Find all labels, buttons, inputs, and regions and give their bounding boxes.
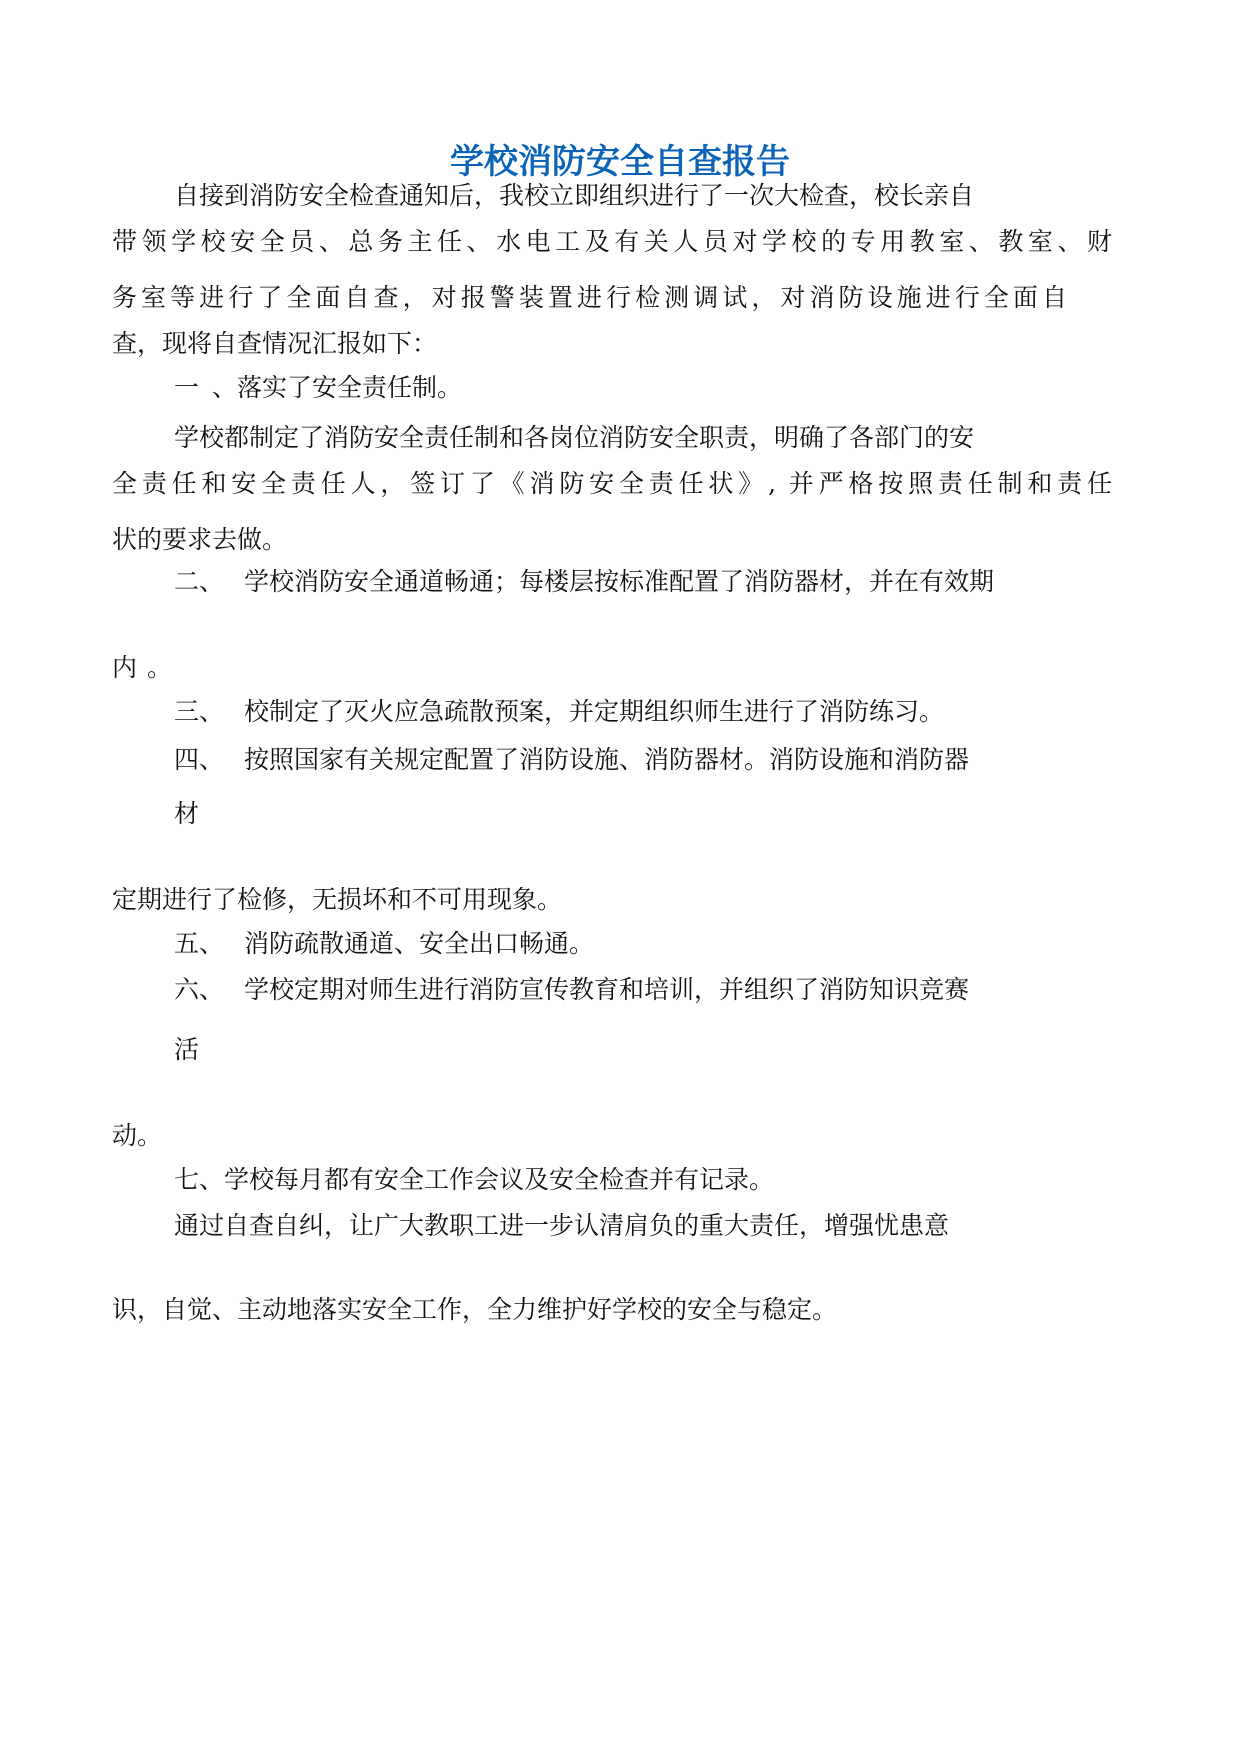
item-2-cont-end: 。 [147,653,173,682]
item-2-continuation [112,648,1112,688]
item-3 [174,692,1174,732]
item-7: 七、学校每月都有安全工作会议及安全检查并有记录。 [174,1165,775,1194]
item-2-text: 学校消防安全通道畅通；每楼层按标准配置了消防器材，并在有效期 [244,567,995,596]
item-4-continuation: 材 [174,799,200,828]
item-4-continuation-2: 定期进行了检修，无损坏和不可用现象。 [112,885,563,914]
item-1-body-line-3: 状的要求去做。 [112,525,288,554]
item-6-continuation-2: 动。 [112,1121,163,1150]
item-1-text: 、落实了安全责任制。 [212,373,463,402]
item-6-continuation: 活 [174,1035,200,1064]
item-6-number: 六、 [174,975,225,1004]
item-1-body-line-1: 学校都制定了消防安全责任制和各岗位消防安全职责，明确了各部门的安 [174,423,975,452]
conclusion-line-2: 识，自觉、主动地落实安全工作，全力维护好学校的安全与稳定。 [112,1295,838,1324]
item-3-text: 校制定了灭火应急疏散预案，并定期组织师生进行了消防练习。 [244,697,945,726]
item-5 [174,924,1174,964]
item-1-body-line-2: 全责任和安全责任人，签订了《消防安全责任状》, 并严格按照责任制和责任 [112,469,1112,498]
intro-line-2: 带领学校安全员、总务主任、水电工及有关人员对学校的专用教室、教室、财 [112,227,1112,256]
item-2-cont-text: 内 [112,653,138,682]
conclusion-line-1: 通过自查自纠，让广大教职工进一步认清肩负的重大责任，增强忧患意 [174,1211,950,1240]
item-4 [174,740,1174,780]
item-1-number: 一 [174,373,200,402]
item-2-number: 二、 [174,567,225,596]
item-2 [174,562,1174,602]
item-1-heading [174,368,1174,408]
intro-line-4: 查，现将自查情况汇报如下： [112,329,438,358]
item-4-text: 按照国家有关规定配置了消防设施、消防器材。消防设施和消防器 [244,745,970,774]
item-5-text: 消防疏散通道、安全出口畅通。 [244,929,595,958]
item-4-number: 四、 [174,745,225,774]
item-6-text: 学校定期对师生进行消防宣传教育和培训，并组织了消防知识竞赛 [244,975,970,1004]
item-5-number: 五、 [174,929,225,958]
document-title: 学校消防安全自查报告 [450,142,790,182]
item-3-number: 三、 [174,697,225,726]
intro-line-1: 自接到消防安全检查通知后，我校立即组织进行了一次大检查，校长亲自 [174,181,975,210]
intro-line-3: 务室等进行了全面自查，对报警装置进行检测调试，对消防设施进行全面自 [112,283,1067,312]
item-6 [174,970,1174,1010]
